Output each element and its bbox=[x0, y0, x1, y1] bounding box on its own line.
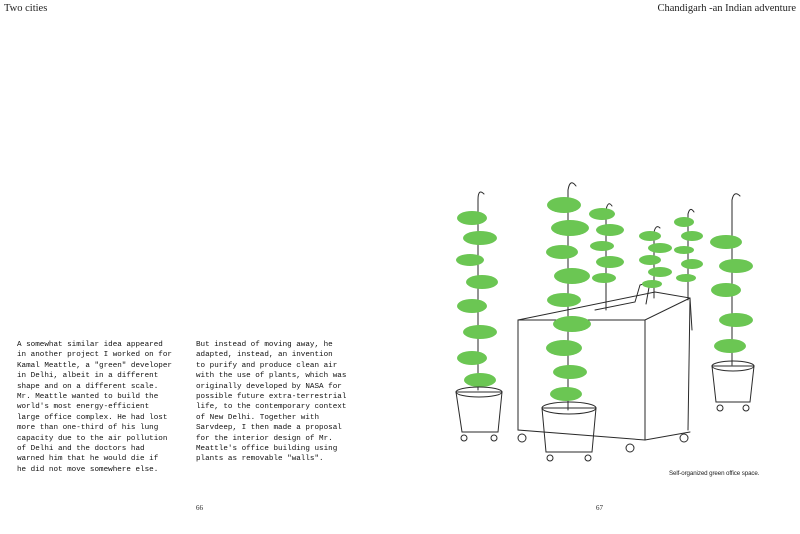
page-number-left: 66 bbox=[196, 504, 203, 512]
plant-back-middle bbox=[589, 204, 624, 310]
page-number-right: 67 bbox=[596, 504, 603, 512]
plant-left bbox=[456, 192, 502, 441]
plant-back-small bbox=[639, 227, 672, 298]
running-head-left: Two cities bbox=[4, 3, 48, 14]
plant-back-thin bbox=[674, 209, 703, 300]
plant-right bbox=[710, 194, 754, 411]
body-text-column-2: But instead of moving away, he adapted, instead, an invention to purify and produce clean air with the use of plants, which was originally developed by NASA for possible future extra-terrestrial life, to the contemporary context of New Delhi. Together with Sarvdeep, I then made a proposal for the interior design of Mr. Meattle's office building using plants as removable "walls". bbox=[196, 341, 347, 464]
office-plants-illustration bbox=[420, 170, 800, 470]
plant-front-tall bbox=[542, 183, 596, 461]
running-head-right: Chandigarh -an Indian adventure bbox=[657, 3, 796, 14]
figure-caption: Self-organized green office space. bbox=[669, 470, 760, 477]
body-text-column-1: A somewhat similar idea appeared in another project I worked on for Kamal Meattle, a "green" developer in Delhi, albeit in a different shape and on a different scale. Mr. Meattle wanted to build the world's most energy-efficient large office complex. He had lost more than one-third of his lung capacity due to the air pollution of Delhi and the doctors had warned him that he would die if he did not move somewhere else. bbox=[17, 341, 172, 474]
